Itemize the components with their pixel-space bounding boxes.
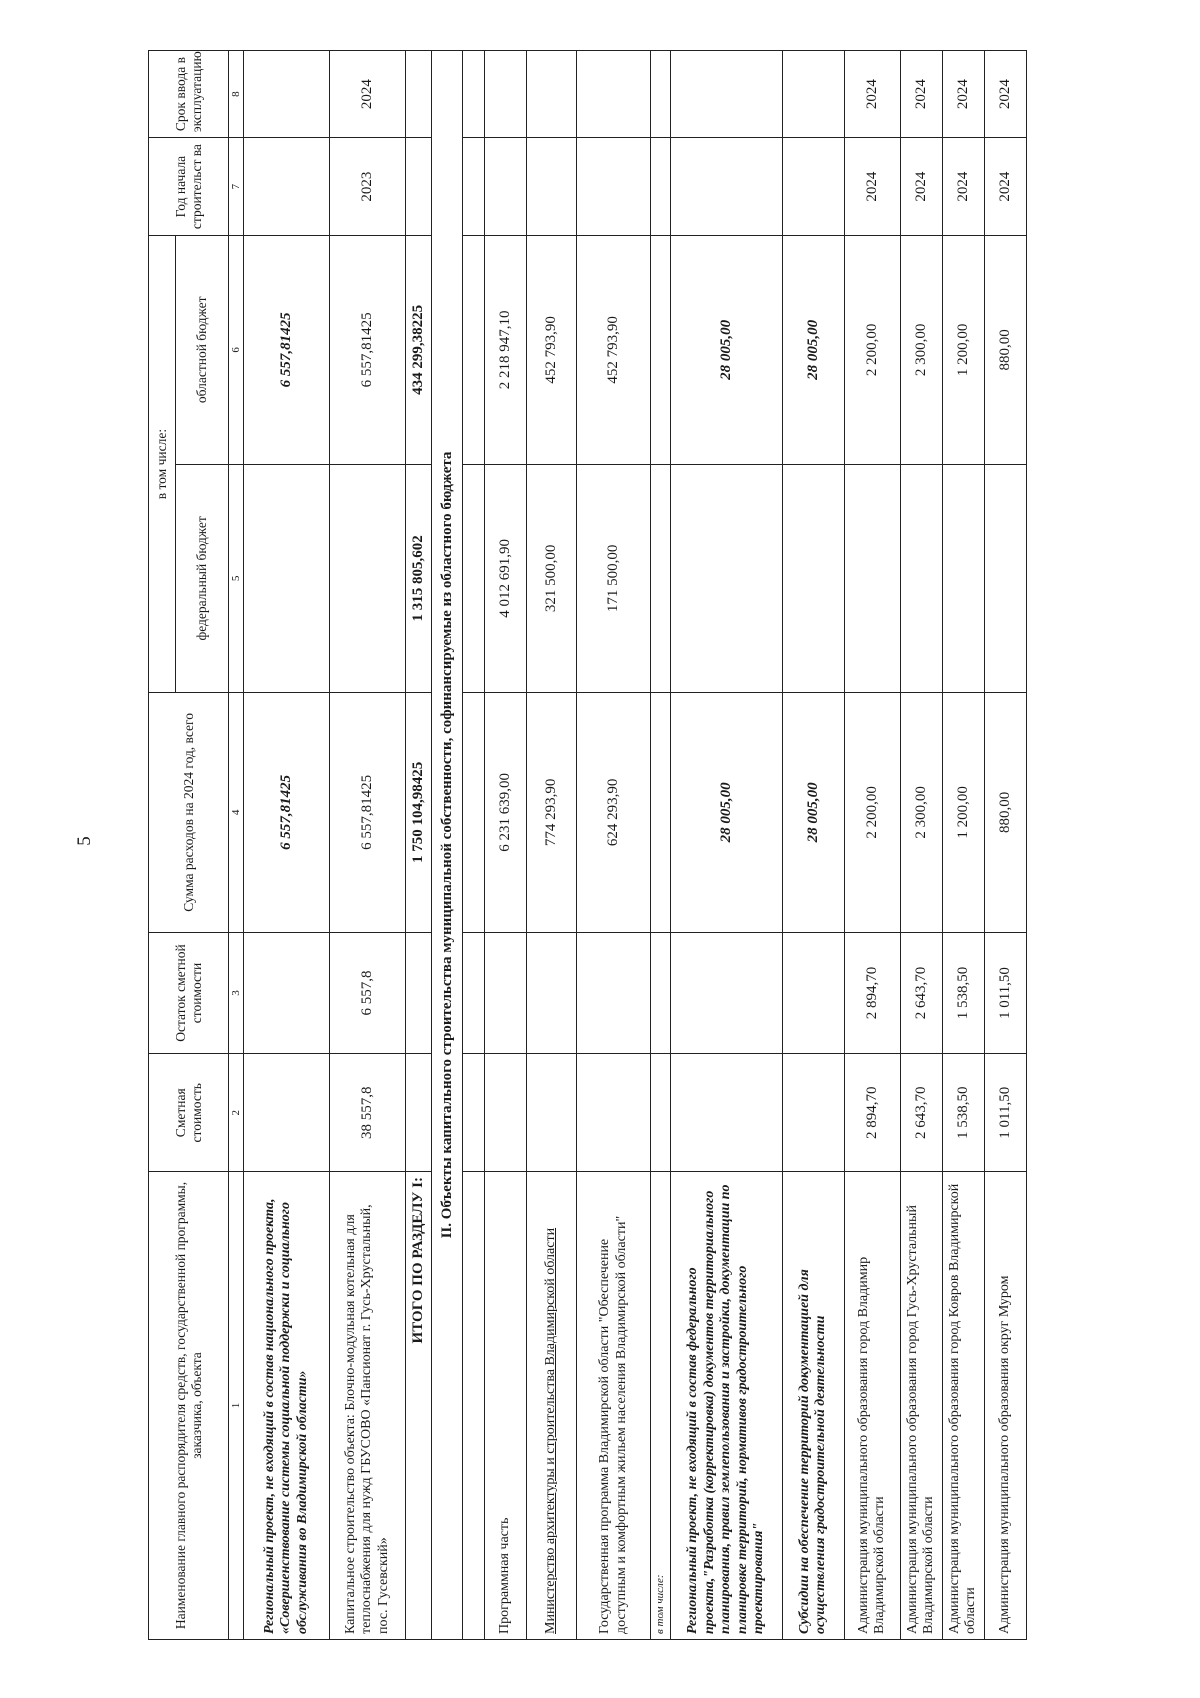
- row-remaining: [670, 932, 782, 1054]
- row-remaining: 1 011,50: [984, 932, 1026, 1054]
- row-end: [670, 51, 782, 138]
- row-remaining: [406, 932, 432, 1054]
- row-remaining: 2 894,70: [844, 932, 900, 1054]
- table-row: [330, 51, 406, 1640]
- row-federal: [463, 464, 485, 693]
- row-name: Министерство архитектуры и строительства Владимирской области: [527, 1172, 577, 1640]
- row-estimate: 2 894,70: [844, 1054, 900, 1172]
- row-end: [577, 51, 651, 138]
- row-start: [577, 138, 651, 236]
- row-end: 2024: [984, 51, 1026, 138]
- row-estimate: 38 557,8: [330, 1054, 406, 1172]
- row-federal: [942, 464, 984, 693]
- column-index-row: [229, 51, 244, 1640]
- table-row: [670, 51, 782, 1640]
- row-name: Капитальное строительство объекта: Блочно-модульная котельная для теплоснабжения для нужд ГБУСОВО «Пансионат г. Гусь-Хрустальный, пос. Гусевский»: [330, 1172, 406, 1640]
- col-index: 5: [229, 464, 244, 693]
- row-federal: 1 315 805,602: [406, 464, 432, 693]
- row-name: Государственная программа Владимирской области "Обеспечение доступным и комфортным жильем населения Владимирской области": [577, 1172, 651, 1640]
- header-row: [149, 51, 176, 1640]
- col-index: 3: [229, 932, 244, 1054]
- row-estimate: [463, 1054, 485, 1172]
- row-start: 2023: [330, 138, 406, 236]
- table-row: [984, 51, 1026, 1640]
- row-name: в том числе:: [651, 1172, 671, 1640]
- header-regional: областной бюджет: [176, 236, 229, 465]
- col-index: 8: [229, 51, 244, 138]
- section-total-label: ИТОГО ПО РАЗДЕЛУ I:: [406, 1172, 432, 1640]
- row-total: 2 300,00: [900, 693, 942, 932]
- row-end: [651, 51, 671, 138]
- row-start: 2024: [900, 138, 942, 236]
- row-estimate: [670, 1054, 782, 1172]
- row-federal: [900, 464, 942, 693]
- header-name: Наименование главного распорядителя средств, государственной программы, заказчика, объекта: [149, 1172, 229, 1640]
- header-commission: Срок ввода в эксплуатацию: [149, 51, 229, 138]
- row-regional: 6 557,81425: [244, 236, 330, 465]
- header-start-year: Год начала строительст ва: [149, 138, 229, 236]
- row-estimate: 1 538,50: [942, 1054, 984, 1172]
- row-start: 2024: [844, 138, 900, 236]
- row-start: 2024: [942, 138, 984, 236]
- row-federal: [984, 464, 1026, 693]
- table-row: [244, 51, 330, 1640]
- table-row: [900, 51, 942, 1640]
- page-number: 5: [73, 836, 95, 846]
- row-estimate: [527, 1054, 577, 1172]
- row-start: [670, 138, 782, 236]
- table-row: [463, 51, 485, 1640]
- row-estimate: [485, 1054, 527, 1172]
- row-total: 1 750 104,98425: [406, 693, 432, 932]
- row-end: [485, 51, 527, 138]
- col-index: 2: [229, 1054, 244, 1172]
- row-federal: [651, 464, 671, 693]
- row-regional: 880,00: [984, 236, 1026, 465]
- row-end: 2024: [330, 51, 406, 138]
- table-row: [942, 51, 984, 1640]
- table-row: [485, 51, 527, 1640]
- row-federal: 4 012 691,90: [485, 464, 527, 693]
- row-regional: 2 218 947,10: [485, 236, 527, 465]
- section-heading-row: [432, 51, 463, 1640]
- row-total: 774 293,90: [527, 693, 577, 932]
- row-name: Администрация муниципального образования город Ковров Владимирской области: [942, 1172, 984, 1640]
- col-index: 1: [229, 1172, 244, 1640]
- row-name: Субсидии на обеспечение территорий документацией для осуществления градостроительной деятельности: [782, 1172, 844, 1640]
- row-remaining: [651, 932, 671, 1054]
- row-remaining: 1 538,50: [942, 932, 984, 1054]
- row-regional: [651, 236, 671, 465]
- row-end: [406, 51, 432, 138]
- row-name: Региональный проект, не входящий в состав федерального проекта,"Разработка (корректировка) документов территориального планирования, правил землепользования и застройки, документации по планировке территорий, нормативов градостроительного проектирования": [670, 1172, 782, 1640]
- row-end: [463, 51, 485, 138]
- row-regional: [463, 236, 485, 465]
- row-start: [651, 138, 671, 236]
- section-total-row: [406, 51, 432, 1640]
- header-total-2024: Сумма расходов на 2024 год, всего: [149, 693, 229, 932]
- row-federal: [844, 464, 900, 693]
- row-regional: 28 005,00: [782, 236, 844, 465]
- row-total: 28 005,00: [782, 693, 844, 932]
- row-name: Программная часть: [485, 1172, 527, 1640]
- table-row: [782, 51, 844, 1640]
- row-start: [782, 138, 844, 236]
- row-remaining: [527, 932, 577, 1054]
- table-row: [577, 51, 651, 1640]
- header-including: в том числе:: [149, 236, 176, 693]
- row-name: [463, 1172, 485, 1640]
- col-index: 6: [229, 236, 244, 465]
- row-name: Администрация муниципального образования город Владимир Владимирской области: [844, 1172, 900, 1640]
- row-federal: 321 500,00: [527, 464, 577, 693]
- row-estimate: [577, 1054, 651, 1172]
- row-remaining: [782, 932, 844, 1054]
- row-remaining: [485, 932, 527, 1054]
- row-remaining: 2 643,70: [900, 932, 942, 1054]
- row-estimate: 1 011,50: [984, 1054, 1026, 1172]
- header-estimate: Сметная стоимость: [149, 1054, 229, 1172]
- row-estimate: [782, 1054, 844, 1172]
- row-regional: 452 793,90: [527, 236, 577, 465]
- row-start: [244, 138, 330, 236]
- row-total: 1 200,00: [942, 693, 984, 932]
- row-total: 2 200,00: [844, 693, 900, 932]
- row-total: 6 557,81425: [244, 693, 330, 932]
- header-remaining: Остаток сметной стоимости: [149, 932, 229, 1054]
- row-estimate: [651, 1054, 671, 1172]
- row-federal: [244, 464, 330, 693]
- row-end: 2024: [942, 51, 984, 138]
- row-start: [406, 138, 432, 236]
- row-end: 2024: [844, 51, 900, 138]
- table-row: [527, 51, 577, 1640]
- row-regional: 28 005,00: [670, 236, 782, 465]
- row-total: [463, 693, 485, 932]
- col-index: 4: [229, 693, 244, 932]
- table-row: [651, 51, 671, 1640]
- row-start: [463, 138, 485, 236]
- rotated-table-container: [148, 50, 1027, 1640]
- row-end: [244, 51, 330, 138]
- row-federal: [330, 464, 406, 693]
- row-estimate: [406, 1054, 432, 1172]
- row-regional: 2 200,00: [844, 236, 900, 465]
- row-regional: 452 793,90: [577, 236, 651, 465]
- row-end: 2024: [900, 51, 942, 138]
- row-regional: 434 299,38225: [406, 236, 432, 465]
- row-federal: [670, 464, 782, 693]
- row-start: 2024: [984, 138, 1026, 236]
- row-name: Администрация муниципального образования город Гусь-Хрустальный Владимирской области: [900, 1172, 942, 1640]
- row-estimate: 2 643,70: [900, 1054, 942, 1172]
- row-total: 880,00: [984, 693, 1026, 932]
- row-end: [527, 51, 577, 138]
- col-index: 7: [229, 138, 244, 236]
- row-total: 624 293,90: [577, 693, 651, 932]
- header-federal: федеральный бюджет: [176, 464, 229, 693]
- row-regional: 6 557,81425: [330, 236, 406, 465]
- row-name: Региональный проект, не входящий в состав национального проекта, «Совершенствование системы социальной поддержки и социального обслуживания во Владимирской области»: [244, 1172, 330, 1640]
- row-total: 6 231 639,00: [485, 693, 527, 932]
- row-total: 6 557,81425: [330, 693, 406, 932]
- row-name: Администрация муниципального образования округ Муром: [984, 1172, 1026, 1640]
- row-remaining: [244, 932, 330, 1054]
- section-heading: II. Объекты капитального строительства муниципальной собственности, софинансируемые из областного бюджета: [432, 51, 463, 1640]
- row-regional: 1 200,00: [942, 236, 984, 465]
- row-start: [485, 138, 527, 236]
- row-remaining: [577, 932, 651, 1054]
- row-federal: 171 500,00: [577, 464, 651, 693]
- row-regional: 2 300,00: [900, 236, 942, 465]
- row-remaining: 6 557,8: [330, 932, 406, 1054]
- row-start: [527, 138, 577, 236]
- budget-table: [148, 50, 1027, 1640]
- row-federal: [782, 464, 844, 693]
- row-total: [651, 693, 671, 932]
- table-row: [844, 51, 900, 1640]
- row-total: 28 005,00: [670, 693, 782, 932]
- row-remaining: [463, 932, 485, 1054]
- row-end: [782, 51, 844, 138]
- row-estimate: [244, 1054, 330, 1172]
